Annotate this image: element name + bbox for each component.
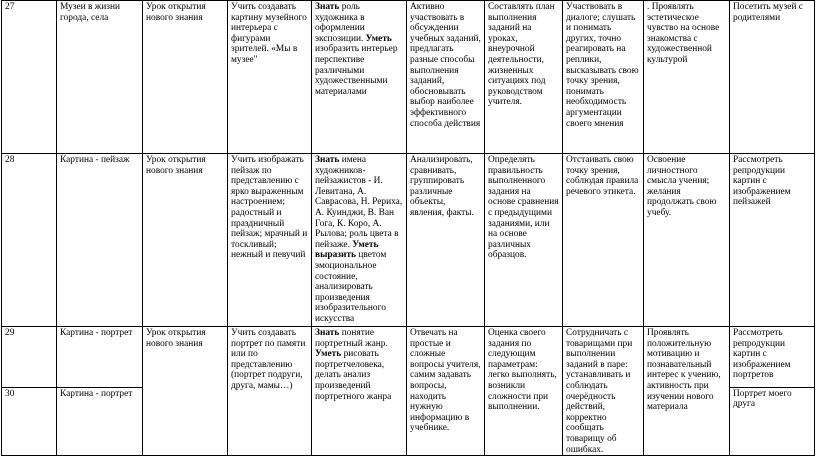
lesson-type: Урок открытия нового знания [143, 154, 228, 327]
subject-results [312, 154, 407, 327]
regulatory-actions: Составлять план выполнения заданий на уроках, внеурочной деятельности, жизненных ситуациях под руководством учителя. [485, 1, 563, 154]
lesson-number: 28 [2, 154, 57, 327]
know-label: Знать [315, 155, 342, 165]
cognitive-actions: Отвечать на простые и сложные вопросы учителя, самим задавать вопросы, находить нужную информацию в учебнике. [407, 327, 485, 456]
lesson-goal: Учить создавать портрет по памяти или по представлению (портрет подруги, друга, мамы…) [228, 327, 312, 456]
lesson-type: Урок открытия нового знания [143, 1, 228, 154]
homework: Рассмотреть репродукции картин с изображением пейзажей [730, 154, 815, 327]
lesson-number: 30 [2, 387, 57, 455]
lesson-topic: Картина - портрет [57, 327, 143, 388]
lesson-goal: Учить создавать картину музейного интерьера с фигурами зрителей. «Мы в музее" [228, 1, 312, 154]
subject-text: изобразить интерьер перспективе различными художественными материалами [315, 44, 398, 97]
subject-text: рисовать портретчеловека, делать анализ произведений портретного жанра [315, 349, 392, 402]
regulatory-actions: Оценка своего задания по следующим параметрам: легко выполнять, возникли сложности при выполнении. [485, 327, 563, 456]
communicative-actions: Отстаивать свою точку зрения, соблюдая правила речевого этикета. [563, 154, 644, 327]
communicative-actions: Участвовать в диалоге; слушать и понимать других, точно реагировать на реплики, высказывать свою точку зрения, понимать необходимость аргументации своего мнения [563, 1, 644, 154]
subject-results [312, 1, 407, 154]
homework: Портрет моего друга [730, 387, 815, 455]
cognitive-actions: Анализировать, сравнивать, группировать различные объекты, явления, факты. [407, 154, 485, 327]
regulatory-actions: Определять правильность выполненного задания на основе сравнения с предыдущими заданиями, или на основе различных образцов. [485, 154, 563, 327]
lesson-topic: Картина - портрет [57, 387, 143, 455]
can-label: Уметь [352, 239, 379, 250]
know-label: Знать [315, 2, 342, 12]
homework: Посетить музей с родителями [730, 1, 815, 154]
personal-results: Проявлять положительную мотивацию и познавательный интерес к учению, активность при изучении нового материала [644, 327, 730, 456]
table-row [2, 327, 815, 388]
personal-results: Освоение личностного смысла учения; желания продолжать свою учебу. [644, 154, 730, 327]
subject-text: понятие портретный жанр. [315, 328, 388, 349]
subject-text: роль художника в оформлении экспозиции. [315, 2, 366, 44]
lesson-topic: Картина - пейзаж [57, 154, 143, 327]
lesson-number: 27 [2, 1, 57, 154]
know-label: Знать [315, 328, 342, 338]
communicative-actions: Сотрудничать с товарищами при выполнении заданий в паре: устанавливать и соблюдать очерёдность действий, корректно сообщать товарищу об ошибках. [563, 327, 644, 456]
lesson-goal: Учить изображать пейзаж по представлению с ярко выраженным настроением; радостный и праздничный пейзаж; мрачный и тоскливый; нежный и певучий [228, 154, 312, 327]
can-label: Уметь [315, 349, 344, 360]
lesson-number: 29 [2, 327, 57, 388]
personal-results: . Проявлять эстетическое чувство на основе знакомства с художественной культурой [644, 1, 730, 154]
subject-results [312, 327, 407, 456]
lesson-topic: Музеи в жизни города, села [57, 1, 143, 154]
cognitive-actions: Активно участвовать в обсуждении учебных заданий, предлагать разные способы выполнения заданий, обосновывать выбор наиболее эффективного способа действия [407, 1, 485, 154]
subject-text: имена художников-пейзажистов - И. Левитана, А. Саврасова, Н. Рериха, А. Куинджи, В. Ван Гога, К. Коро, А. Рылова; роль цвета в пейзаже. [315, 155, 403, 250]
subject-text: цветом эмоциональное состояние, анализировать произведения изобразительного искусства [315, 250, 387, 324]
homework: Рассмотреть репродукции картин с изображением портретов [730, 327, 815, 388]
can-label: Уметь [365, 33, 392, 44]
table-row [2, 1, 815, 154]
express-label: выразить [315, 250, 359, 261]
table-row [2, 154, 815, 327]
lesson-plan-table [1, 0, 815, 456]
lesson-type: Урок открытия нового знания [143, 327, 228, 456]
